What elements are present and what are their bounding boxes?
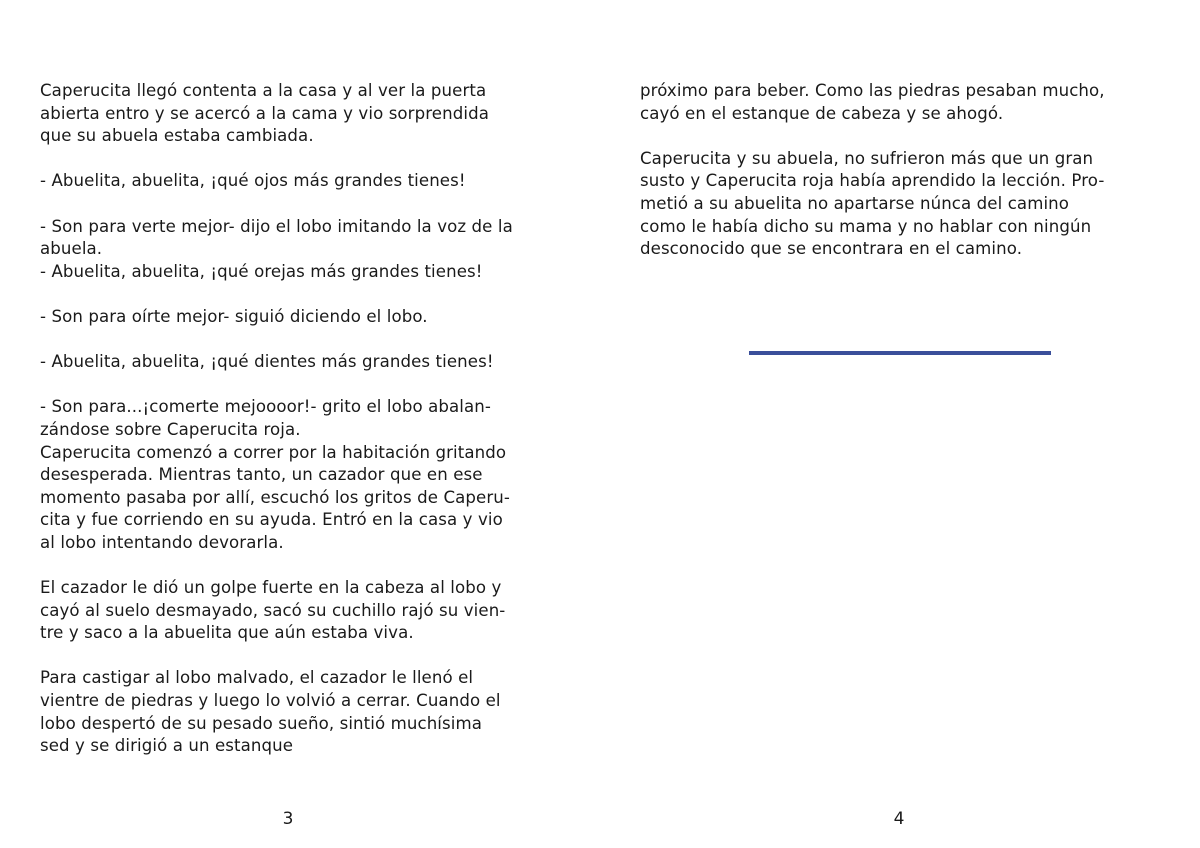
left-page-text [40, 80, 570, 758]
text-line: Caperucita comenzó a correr por la habitación gritando [40, 442, 507, 462]
text-line: - Son para oírte mejor- siguió diciendo el lobo. [40, 306, 428, 326]
text-line: vientre de piedras y luego lo volvió a cerrar. Cuando el [40, 691, 501, 711]
page-number-right: 4 [893, 809, 905, 829]
blank-line [40, 283, 570, 306]
page-number-left: 3 [282, 809, 294, 829]
text-line: al lobo intentando devorarla. [40, 532, 284, 552]
text-line: como le había dicho su mama y no hablar con ningún [640, 216, 1092, 236]
text-line: metió a su abuelita no apartarse núnca del camino [640, 193, 1070, 213]
blank-line [40, 554, 570, 577]
text-line: Para castigar al lobo malvado, el cazador le llenó el [40, 668, 474, 688]
text-line: zándose sobre Caperucita roja. [40, 419, 301, 439]
blank-line [40, 374, 570, 397]
text-line: Caperucita llegó contenta a la casa y al ver la puerta [40, 81, 487, 100]
text-line: abierta entro y se acercó a la cama y vio sorprendida [40, 103, 489, 123]
text-line: cayó al suelo desmayado, sacó su cuchillo rajó su vien- [40, 600, 506, 620]
text-line: El cazador le dió un golpe fuerte en la cabeza al lobo y [40, 578, 502, 598]
blank-line [40, 329, 570, 352]
text-line: desconocido que se encontrara en el camino. [640, 239, 1023, 259]
text-line: cita y fue corriendo en su ayuda. Entró en la casa y vio [40, 510, 503, 530]
text-line: momento pasaba por allí, escuchó los gritos de Caperu- [40, 487, 510, 507]
blank-line [40, 193, 570, 216]
text-line: que su abuela estaba cambiada. [40, 126, 314, 146]
text-line: tre y saco a la abuelita que aún estaba viva. [40, 623, 414, 643]
text-line: - Abuelita, abuelita, ¡qué dientes más grandes tienes! [40, 352, 494, 372]
text-line: próximo para beber. Como las piedras pesaban mucho, [640, 81, 1105, 100]
text-line: susto y Caperucita roja había aprendido la lección. Pro- [640, 171, 1105, 191]
text-line: - Son para verte mejor- dijo el lobo imitando la voz de la [40, 216, 513, 236]
section-divider [749, 351, 1051, 355]
text-line: - Son para...¡comerte mejoooor!- grito el lobo abalan- [40, 397, 491, 417]
right-page [600, 0, 1200, 848]
text-line: - Abuelita, abuelita, ¡qué ojos más grandes tienes! [40, 171, 466, 191]
text-line: - Abuelita, abuelita, ¡qué orejas más grandes tienes! [40, 261, 483, 281]
blank-line [40, 148, 570, 171]
blank-line [640, 125, 1170, 148]
blank-line [40, 645, 570, 668]
right-page-text [640, 80, 1170, 261]
text-line: sed y se dirigió a un estanque [40, 736, 294, 756]
text-line: desesperada. Mientras tanto, un cazador que en ese [40, 465, 483, 485]
text-line: abuela. [40, 239, 103, 259]
text-line: cayó en el estanque de cabeza y se ahogó. [640, 103, 1004, 123]
text-line: lobo despertó de su pesado sueño, sintió muchísima [40, 713, 483, 733]
text-line: Caperucita y su abuela, no sufrieron más que un gran [640, 148, 1094, 168]
